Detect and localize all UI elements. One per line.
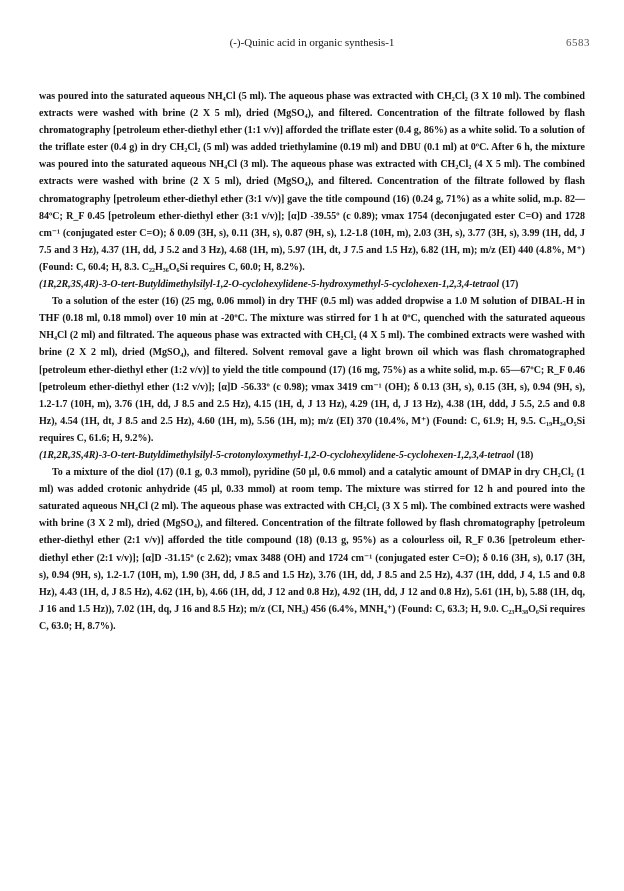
compound-heading — [39, 276, 585, 293]
experimental-paragraph: To a solution of the ester (16) (25 mg, 0.06 mmol) in dry THF (0.5 ml) was added dropwise a 1.0 M solution of DIBAL-H in THF (0.18 ml, 0.18 mmol) over 10 min at -20ºC. The mixture was stirred for 1 h at 0ºC, quenched with the saturated aqueous NH₄Cl (2 ml) and filtrated. The aqueous phase was extracted with CH₂Cl₂ (4 X 5 ml). The combined extracts were washed with brine (2 X 2 ml), dried (MgSO₄), and filtered. Solvent removal gave a light brown oil which was flash chromatographed [petroleum ether-diethyl ether (1:2 v/v)] to yield the title compound (17) (16 mg, 75%) as a white solid, m.p. 65—67ºC; R_F 0.46 [petroleum ether-diethyl ether (1:2 v/v)]; [α]D -56.33º (c 0.98); νmax 3419 cm⁻¹ (OH); δ 0.13 (3H, s), 0.15 (3H, s), 0.94 (9H, s), 1.2-1.7 (10H, m), 3.76 (1H, dd, J 8.5 and 2.5 Hz), 4.15 (1H, d, J 13 Hz), 4.29 (1H, d, J 13 Hz), 4.38 (1H, ddd, J 5.5, 2.5 and 0.8 Hz), 4.54 (1H, dt, J 8.5 and 2.5 Hz), 4.60 (1H, m), 5.56 (1H, m); m/z (EI) 370 (10.4%, M⁺) (Found: C, 61.9; H, 9.5. C₁₉H₃₄O₅Si requires C, 61.6; H, 9.2%). — [39, 296, 585, 444]
running-head — [0, 36, 624, 50]
compound-number: (18) — [516, 449, 534, 461]
compound-number: (17) — [501, 279, 519, 291]
compound-name: (1R,2R,3S,4R)-3-O-tert-Butyldimethylsilyl-5-crotonyloxymethyl-1,2-O-cyclohexylidene-5-cyclohexen-1,2,3,4-tetraol — [39, 449, 515, 461]
article-body — [39, 88, 585, 635]
page-number: 6583 — [566, 37, 590, 49]
running-title: (-)-Quinic acid in organic synthesis-1 — [229, 37, 395, 49]
experimental-paragraph: To a mixture of the diol (17) (0.1 g, 0.3 mmol), pyridine (50 µl, 0.6 mmol) and a catalytic amount of DMAP in dry CH₂Cl₂ (1 ml) was added crotonic anhydride (45 µl, 0.33 mmol) at room temp. The mixture was stirred for 12 h and poured into the saturated aqueous NH₄Cl (2 ml). The aqueous phase was extracted with CH₂Cl₂ (3 X 5 ml). The combined extracts were washed with brine (3 X 2 ml), dried (MgSO₄), and filtered. Concentration of the filtrate followed by flash chromatography [petroleum ether-diethyl ether (2:1 v/v)] afforded the title compound (18) (0.13 g, 95%) as a colourless oil, R_F 0.36 [petroleum ether-diethyl ether (2:1 v/v)]; [α]D -31.15º (c 2.62); νmax 3488 (OH) and 1724 cm⁻¹ (conjugated ester C=O); δ 0.16 (3H, s), 0.17 (3H, s), 0.94 (9H, s), 1.2-1.7 (10H, m), 1.90 (3H, dd, J 8.5 and 1.5 Hz), 3.76 (1H, dd, J 8.5 and 2.5 Hz), 4.37 (1H, ddd, J 4, 1.5 and 0.8 Hz), 4.43 (1H, d, J 8.5 Hz), 4.62 (1H, b), 4.66 (1H, dd, J 12 and 0.8 Hz), 4.92 (1H, dd, J 12 and 0.8 Hz), 5.61 (1H, b), 5.88 (1H, dq, J 16 and 1.5 Hz)), 7.02 (1H, dq, J 16 and 8.5 Hz); m/z (CI, NH₃) 456 (6.4%, MNH₄⁺) (Found: C, 63.3; H, 9.0. C₂₃H₃₈O₆Si requires C, 63.0; H, 8.7%). — [39, 467, 585, 632]
experimental-paragraph: was poured into the saturated aqueous NH₄Cl (5 ml). The aqueous phase was extracted with CH₂Cl₂ (3 X 10 ml). The combined extracts were washed with brine (2 X 5 ml), dried (MgSO₄), and filtered. Concentration of the filtrate followed by flash chromatography [petroleum ether-diethyl ether (1:1 v/v)] afforded the triflate ester (0.4 g, 86%) as a white solid. To a solution of the triflate ester (0.4 g) in dry CH₂Cl₂ (5 ml) was added triethylamine (0.19 ml) and DBU (0.1 ml) at 0ºC. After 6 h, the mixture was poured into the saturated aqueous NH₄Cl (3 ml). The aqueous phase was extracted with CH₂Cl₂ (4 X 5 ml). The combined extracts were washed with brine (2 X 5 ml), dried (MgSO₄), and filtered. Concentration of the filtrate followed by flash chromatography [petroleum ether-diethyl ether (3:1 v/v)] gave the title compound (16) (0.24 g, 71%) as a white solid, m.p. 82—84ºC; R_F 0.45 [petroleum ether-diethyl ether (3:1 v/v)]; [α]D -39.55º (c 0.89); νmax 1754 (deconjugated ester C=O) and 1728 cm⁻¹ (conjugated ester C=O); δ 0.09 (3H, s), 0.11 (3H, s), 0.87 (9H, s), 1.2-1.8 (10H, m), 2.03 (3H, s), 3.77 (3H, s), 3.99 (1H, dd, J 7.5 and 3 Hz), 4.37 (1H, dd, J 5.2 and 3 Hz), 4.68 (1H, m), 5.97 (1H, dt, J 7.5 and 1.5 Hz), 6.82 (1H, m); m/z (EI) 440 (4.8%, M⁺) (Found: C, 60.4; H, 8.3. C₂₂H₃₆O₆Si requires C, 60.0; H, 8.2%). — [39, 91, 585, 273]
compound-heading — [39, 447, 585, 464]
compound-name: (1R,2R,3S,4R)-3-O-tert-Butyldimethylsilyl-1,2-O-cyclohexylidene-5-hydroxymethyl-5-cyclohexen-1,2,3,4-tetraol — [39, 279, 500, 291]
